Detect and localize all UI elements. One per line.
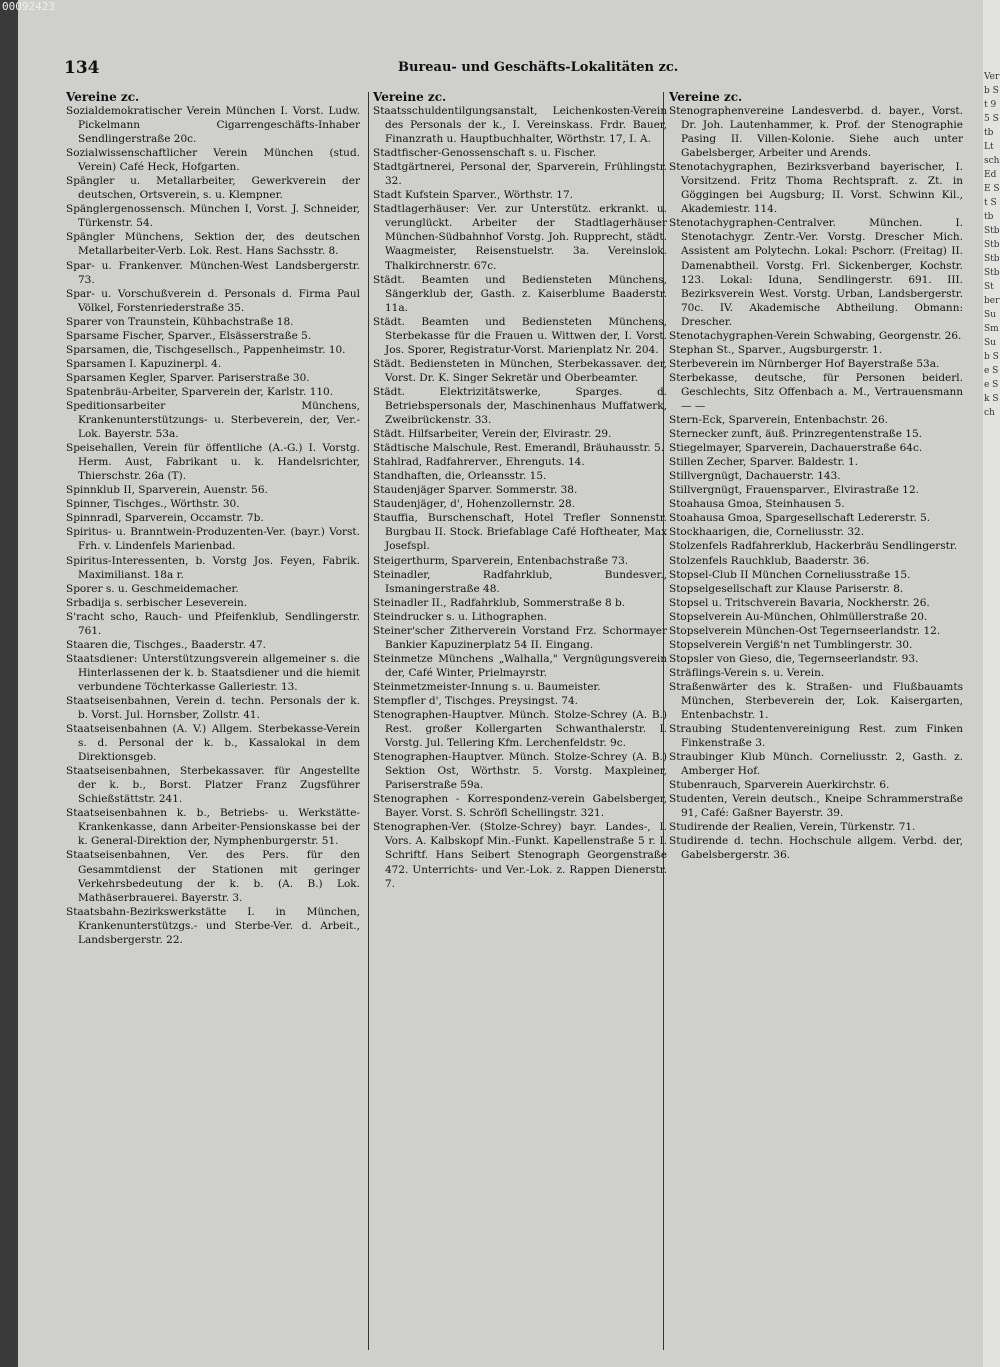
- directory-entry: Steiner'scher Zitherverein Vorstand Frz. Schormayer Bankier Kapuzinerplatz 54 II. Eingang.: [373, 624, 667, 651]
- book-page: [18, 0, 983, 1367]
- directory-entry: S'racht scho, Rauch- und Pfeifenklub, Sendlingerstr. 761.: [66, 610, 360, 637]
- directory-entry: Stadtlagerhäuser: Ver. zur Unterstütz. erkrankt. u. verunglückt. Arbeiter der Stadtlagerhäuser München-Südbahnhof Vorstg. Joh. Rupprecht, städt. Waagmeister, Reisenstuelstr. 3a. Vereinslok. Thalkirchnerstr. 67c.: [373, 203, 667, 272]
- adjacent-page-text: Verb St 95 Stb Lt sch Ed E St Stb Stb Stb Stb Stb St ber Su Sm Sub Se Se Sk Sch: [984, 72, 1000, 418]
- directory-entry: Stopsler von Gieso, die, Tegernseerlandstr. 93.: [669, 652, 919, 665]
- directory-entry: Stenographen-Ver. (Stolze-Schrey) bayr. Landes-, I. Vors. A. Kalbskopf Min.-Funkt. Kapellenstraße 5 r. I. Schriftf. Hans Seibert Stenograph Georgenstraße 472. Unterrichts- und Ver.-Lok. z. Rappen Dienerstr. 7.: [373, 821, 667, 890]
- running-head: Bureau- und Geschäfts-Lokalitäten zc.: [398, 60, 679, 75]
- directory-entry: Spänglergenossensch. München I, Vorst. J. Schneider, Türkenstr. 54.: [66, 203, 360, 230]
- directory-entry: Steinadler, Radfahrklub, Bundesver., Ismaningerstraße 48.: [373, 568, 667, 595]
- directory-entry: Staaren die, Tischges., Baaderstr. 47.: [66, 638, 267, 651]
- directory-entry: Staatsschuldentilgungsanstalt, Leichenkosten-Verein des Personals der k., I. Vereinskass. Frdr. Bauer, Finanzrath u. Hauptbuchhalter, Wörthstr. 17, I. A.: [373, 105, 667, 146]
- directory-entry: Spar- u. Vorschußverein d. Personals d. Firma Paul Völkel, Forstenriederstraße 35.: [66, 287, 360, 314]
- directory-entry: Staudenjäger Sparver. Sommerstr. 38.: [373, 484, 578, 497]
- directory-entry: Stopsel u. Tritschverein Bavaria, Nockherstr. 26.: [669, 596, 930, 609]
- directory-entry: Stenotachygraphen-Verein Schwabing, Georgenstr. 26.: [669, 329, 962, 342]
- directory-entry: Standhaften, die, Orleansstr. 15.: [373, 470, 547, 483]
- directory-entry: Stillvergnügt, Dachauerstr. 143.: [669, 470, 841, 483]
- directory-entry: Spatenbräu-Arbeiter, Sparverein der, Karlstr. 110.: [66, 385, 334, 398]
- directory-entry: Stauffia, Burschenschaft, Hotel Trefler Sonnenstr. Burgbau II. Stock. Briefablage Café Hoftheater, Max Josefspl.: [373, 512, 667, 553]
- directory-entry: Spängler Münchens, Sektion der, des deutschen Metallarbeiter-Verb. Lok. Rest. Hans Sachsstr. 8.: [66, 231, 360, 258]
- directory-entry: Sparsame Fischer, Sparver., Elsässerstraße 5.: [66, 329, 312, 342]
- directory-column-2: [373, 90, 667, 891]
- directory-entry: Staatseisenbahnen k. b., Betriebs- u. Werkstätte-Krankenkasse, dann Arbeiter-Pensionskasse bei der k. General-Direktion der, Nymphenburgerstr. 51.: [66, 807, 360, 848]
- directory-entry: Studenten, Verein deutsch., Kneipe Schrammerstraße 91, Café: Gaßner Bayerstr. 39.: [669, 793, 963, 820]
- column-divider: [368, 92, 369, 1350]
- directory-entry: Sozialdemokratischer Verein München I. Vorst. Ludw. Pickelmann Cigarrengeschäfts-Inhaber Sendlingerstraße 20c.: [66, 105, 360, 146]
- directory-entry: Stopselverein Vergiß'n net Tumblingerstr. 30.: [669, 638, 913, 651]
- directory-entry: Stephan St., Sparver., Augsburgerstr. 1.: [669, 343, 883, 356]
- directory-entry: Staatsbahn-Bezirkswerkstätte I. in München, Krankenunterstützgs.- und Sterbe-Ver. d. Arbeit., Landsbergerstr. 22.: [66, 905, 360, 946]
- directory-entry: Studirende d. techn. Hochschule allgem. Verbd. der, Gabelsbergerstr. 36.: [669, 835, 963, 862]
- directory-entry: Steigerthurm, Sparverein, Entenbachstraße 73.: [373, 554, 629, 567]
- directory-entry: Sparsamen, die, Tischgesellsch., Pappenheimstr. 10.: [66, 343, 346, 356]
- directory-entry: Stolzenfels Radfahrerklub, Hackerbräu Sendlingerstr.: [669, 540, 958, 553]
- directory-entry: Stillvergnügt, Frauensparver., Elvirastraße 12.: [669, 484, 919, 497]
- directory-entry: Sozialwissenschaftlicher Verein München (stud. Verein) Café Heck, Hofgarten.: [66, 147, 360, 174]
- directory-entry: Stockhaarigen, die, Corneliusstr. 32.: [669, 526, 865, 539]
- directory-entry: Sparsamen I. Kapuzinerpl. 4.: [66, 357, 222, 370]
- directory-entry: Spängler u. Metallarbeiter, Gewerkverein der deutschen, Ortsverein, s. u. Klempner.: [66, 175, 360, 202]
- directory-entry: Spar- u. Frankenver. München-West Landsbergerstr. 73.: [66, 259, 360, 286]
- directory-entry: Speditionsarbeiter Münchens, Krankenunterstützungs- u. Sterbeverein, der, Ver.-Lok. Bayerstr. 53a.: [66, 399, 360, 441]
- directory-entry: Stadt Kufstein Sparver., Wörthstr. 17.: [373, 189, 573, 202]
- directory-entry: Stempfler d', Tischges. Preysingst. 74.: [373, 694, 578, 707]
- directory-entry: Spiritus-Interessenten, b. Vorstg Jos. Feyen, Fabrik. Maximilianst. 18a r.: [66, 554, 360, 581]
- directory-entry: Stubenrauch, Sparverein Auerkirchstr. 6.: [669, 779, 890, 792]
- directory-entry: Spinnklub II, Sparverein, Auenstr. 56.: [66, 484, 268, 497]
- directory-entry: Studirende der Realien, Verein, Türkenstr. 71.: [669, 821, 916, 834]
- directory-entry: Städt. Hilfsarbeiter, Verein der, Elvirastr. 29.: [373, 428, 612, 441]
- column-heading: Vereine zc.: [66, 90, 140, 104]
- directory-entry: Sporer s. u. Geschmeidemacher.: [66, 582, 239, 595]
- page-number: 134: [64, 58, 100, 78]
- directory-entry: Städt. Beamten und Bediensteten Münchens, Sterbekasse für die Frauen u. Wittwen der, I. Vorst. Jos. Sporer, Registratur-Vorst. Marienplatz Nr. 204.: [373, 315, 667, 356]
- column-heading: Vereine zc.: [373, 90, 447, 104]
- directory-entry: Sträflings-Verein s. u. Verein.: [669, 666, 825, 679]
- directory-entry: Srbadija s. serbischer Leseverein.: [66, 596, 248, 609]
- directory-entry: Stenographen - Korrespondenz-verein Gabelsberger, Bayer. Vorst. S. Schröfl Schellingstr. 321.: [373, 793, 667, 820]
- directory-entry: Sterbekasse, deutsche, für Personen beiderl. Geschlechts, Sitz Offenbach a. M., Vertrauensmann — —: [669, 371, 963, 412]
- directory-entry: Stenotachygraphen, Bezirksverband bayerischer, I. Vorsitzend. Fritz Thoma Rechtspraft. z. Zt. in Göggingen bei Augsburg; II. Vorst. Schwinn Kil., Akademiestr. 114.: [669, 161, 963, 216]
- directory-entry: Stadtgärtnerei, Personal der, Sparverein, Frühlingstr. 32.: [373, 161, 667, 188]
- directory-entry: Stoahausa Gmoa, Spargesellschaft Ledererstr. 5.: [669, 512, 931, 525]
- directory-entry: Steinmetzmeister-Innung s. u. Baumeister.: [373, 680, 601, 693]
- directory-entry: Stiegelmayer, Sparverein, Dachauerstraße 64c.: [669, 442, 923, 455]
- directory-entry: Straubing Studentenvereinigung Rest. zum Finken Finkenstraße 3.: [669, 723, 963, 750]
- directory-entry: Steinadler II., Radfahrklub, Sommerstraße 8 b.: [373, 596, 626, 609]
- directory-entry: Stenographenvereine Landesverbd. d. bayer., Vorst. Dr. Joh. Lautenhammer, k. Prof. der Stenographie Pasing II. Villen-Kolonie. Siehe auch unter Gabelsberger, Arbeiter und Arends.: [669, 105, 963, 160]
- directory-entry: Staatseisenbahnen, Sterbekassaver. für Angestellte der k. b., Borst. Platzer Franz Zugsführer Schießstättstr. 241.: [66, 765, 360, 806]
- directory-column-3: [669, 90, 963, 863]
- directory-entry: Speisehallen, Verein für öffentliche (A.-G.) I. Vorstg. Herm. Aust, Fabrikant u. k. Handelsrichter, Thierschstr. 26a (T).: [66, 442, 360, 483]
- directory-entry: Sterbeverein im Nürnberger Hof Bayerstraße 53a.: [669, 357, 940, 370]
- directory-entry: Stopselverein München-Ost Tegernseerlandstr. 12.: [669, 624, 941, 637]
- directory-entry: Steindrucker s. u. Lithographen.: [373, 610, 547, 623]
- directory-column-1: [66, 90, 360, 947]
- directory-entry: Staatseisenbahnen (A. V.) Allgem. Sterbekasse-Verein s. d. Personal der k. b., Kassalokal in dem Direktionsgeb.: [66, 723, 360, 764]
- directory-entry: Städt. Beamten und Bediensteten Münchens, Sängerklub der, Gasth. z. Kaiserblume Baaderstr. 11a.: [373, 273, 667, 314]
- directory-entry: Straßenwärter des k. Straßen- und Flußbauamts München, Sterbeverein der, Lok. Kaisergarten, Entenbachstr. 1.: [669, 680, 963, 722]
- directory-entry: Stolzenfels Rauchklub, Baaderstr. 36.: [669, 554, 870, 567]
- directory-entry: Spiritus- u. Branntwein-Produzenten-Ver. (bayr.) Vorst. Frh. v. Lindenfels Marienbad.: [66, 526, 360, 553]
- directory-entry: Stillen Zecher, Sparver. Baldestr. 1.: [669, 456, 859, 469]
- directory-entry: Spinner, Tischges., Wörthstr. 30.: [66, 498, 240, 511]
- scan-id: 00092423: [2, 0, 55, 13]
- directory-entry: Sparer von Traunstein, Kühbachstraße 18.: [66, 315, 294, 328]
- directory-entry: Staatseisenbahnen, Ver. des Pers. für den Gesammtdienst der Stationen mit geringer Verkehrsbedeutung der k. b. (A. B.) Lok. Mathäserbrauerei. Bayerstr. 3.: [66, 849, 360, 904]
- directory-entry: Staatsdiener: Unterstützungsverein allgemeiner s. die Hinterlassenen der k. b. Staatsdiener und die hiemit verbundene Töchterkasse Galleriestr. 13.: [66, 652, 360, 693]
- directory-entry: Städt. Elektrizitätswerke, Sparges. d. Betriebspersonals der, Maschinenhaus Muffatwerk, Zweibrückenstr. 33.: [373, 385, 667, 427]
- directory-entry: Stern-Eck, Sparverein, Entenbachstr. 26.: [669, 414, 889, 427]
- directory-entry: Staudenjäger, d', Hohenzollernstr. 28.: [373, 498, 576, 511]
- directory-entry: Sparsamen Kegler, Sparver. Pariserstraße 30.: [66, 371, 310, 384]
- directory-entry: Steinmetze Münchens „Walhalla," Vergnügungsverein der, Café Winter, Prielmayrstr.: [373, 652, 667, 679]
- directory-entry: Stahlrad, Radfahrerver., Ehrenguts. 14.: [373, 456, 585, 469]
- directory-entry: Stenographen-Hauptver. Münch. Stolze-Schrey (A. B.) Sektion Ost, Wörthstr. 5. Vorstg. Maxpleiner, Pariserstraße 59a.: [373, 751, 667, 792]
- column-heading: Vereine zc.: [669, 90, 743, 104]
- directory-entry: Städt. Bediensteten in München, Sterbekassaver. der, Vorst. Dr. K. Singer Sekretär und Oberbeamter.: [373, 357, 667, 384]
- adjacent-page-edge: [983, 0, 1000, 1367]
- directory-entry: Städtische Malschule, Rest. Emerandl, Bräuhausstr. 5.: [373, 442, 665, 455]
- directory-entry: Straubinger Klub Münch. Corneliusstr. 2, Gasth. z. Amberger Hof.: [669, 751, 963, 778]
- directory-entry: Sternecker zunft, äuß. Prinzregentenstraße 15.: [669, 428, 922, 441]
- directory-entry: Stenographen-Hauptver. Münch. Stolze-Schrey (A. B.) Rest. großer Kollergarten Schwanthalerstr. I. Vorstg. Jul. Tellering Kfm. Lerchenfeldstr. 9c.: [373, 709, 667, 750]
- directory-entry: Stopselgesellschaft zur Klause Pariserstr. 8.: [669, 582, 904, 595]
- directory-entry: Staatseisenbahnen, Verein d. techn. Personals der k. b. Vorst. Jul. Hornsber, Zollstr. 41.: [66, 694, 360, 722]
- directory-entry: Stopselverein Au-München, Ohlmüllerstraße 20.: [669, 610, 928, 623]
- directory-entry: Stopsel-Club II München Corneliusstraße 15.: [669, 568, 911, 581]
- directory-entry: Stadtfischer-Genossenschaft s. u. Fischer.: [373, 147, 597, 160]
- directory-entry: Stoahausa Gmoa, Steinhausen 5.: [669, 498, 845, 511]
- directory-entry: Spinnradl, Sparverein, Occamstr. 7b.: [66, 512, 264, 525]
- directory-entry: Stenotachygraphen-Centralver. München. I. Stenotachygr. Zentr.-Ver. Vorstg. Drescher Mich. Assistent am Polytechn. Lokal: Pschorr. (Freitag) II. Damenabtheil. Vorstg. Frl. Sickenberger, Kochstr. 123. Lokal: Iduna, Sendlingerstr. 691. III. Bezirksverein West. Vorstg. Urban, Landsbergerstr. 70c. IV. Akademische Abtheilung. Obmann: Drescher.: [669, 217, 963, 328]
